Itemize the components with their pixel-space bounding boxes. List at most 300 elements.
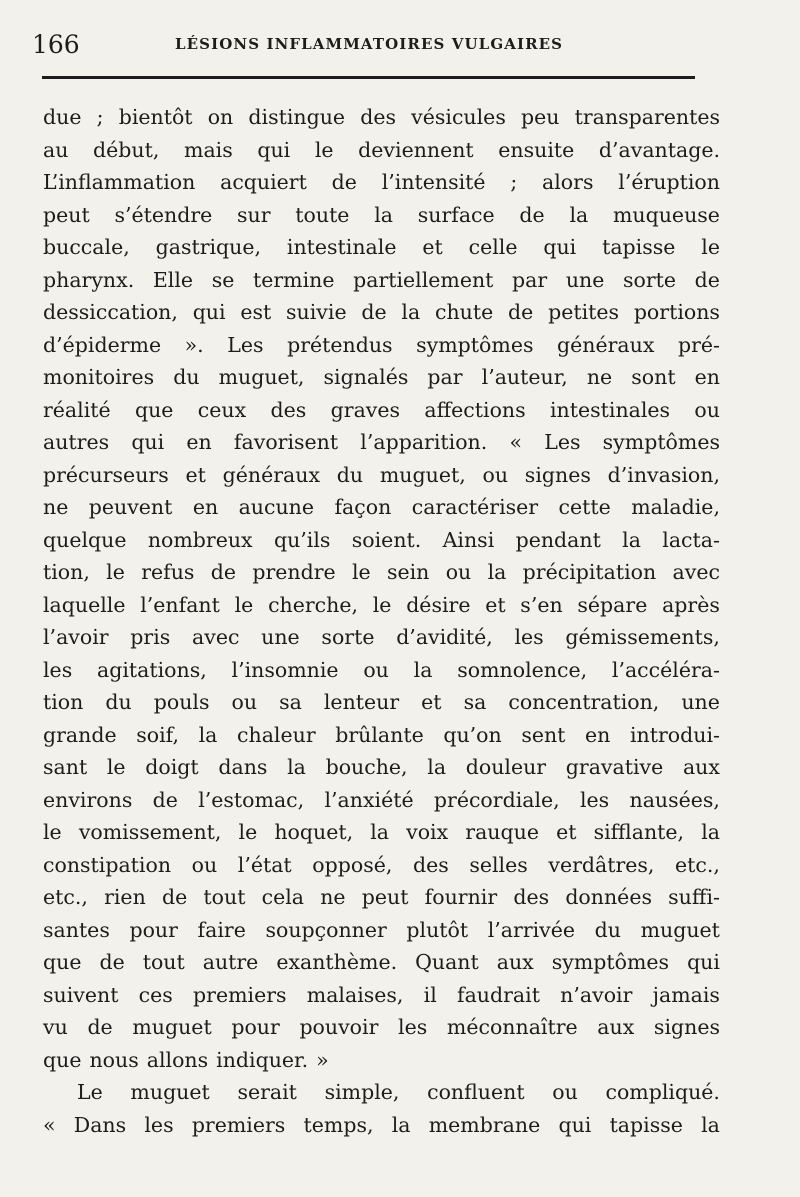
word: le [701,235,720,259]
text-line [43,101,720,134]
word: « [509,430,523,454]
word: douleur [465,755,547,779]
text-line [43,1076,720,1109]
text-line [43,556,720,589]
word: sont [631,365,676,389]
word: l’éruption [618,170,720,194]
word: Dans [73,1112,127,1137]
word: l’auteur, [481,365,568,389]
word: bouche, [325,755,408,779]
word: simple, [324,1080,400,1104]
word: soient. [351,527,422,552]
word: des [270,397,307,422]
word: » [316,1047,329,1072]
word: ou [191,852,218,877]
word: la [413,657,433,682]
text-line [43,296,720,329]
word: nombreux [147,527,253,552]
header-rule [42,76,695,79]
word: après [662,592,720,617]
word: ceux [197,397,247,422]
word: pharynx. [43,267,135,292]
text-line [43,199,720,232]
word: pouvoir [299,1015,379,1039]
word: de [361,300,387,324]
text-line [43,979,720,1012]
word: concentration, [508,690,660,714]
word: le [43,820,62,844]
word: vu [43,1015,68,1039]
word: précordiale, [433,787,560,812]
word: « [43,1112,56,1137]
word: la [374,202,393,227]
word: sifflante, [593,820,685,844]
word: début, [93,137,160,162]
word: suivent [43,982,119,1007]
word: et [556,820,577,844]
word: l’avoir [43,625,109,649]
word: fournir [424,885,498,909]
word: soupçonner [265,917,387,942]
text-line [43,1109,720,1142]
word: selles [469,852,528,877]
word: la [287,755,306,779]
word: agitations, [97,657,207,682]
word: peut [43,202,90,227]
text-line [43,231,720,264]
word: pouls [153,690,210,714]
text-line [43,751,720,784]
word: tapisse [602,235,676,259]
word: ». [184,332,204,357]
word: des [412,852,449,877]
word: en [694,365,720,389]
word: muguet [640,917,720,942]
word: et [421,690,442,714]
word: qui [543,235,577,259]
word: plutôt [406,917,469,942]
word: des [360,105,396,129]
word: les [144,1112,174,1137]
word: de [152,787,178,812]
word: tion [43,690,84,714]
page-number: 166 [32,30,80,59]
word: laquelle [43,592,126,617]
word: peut [361,885,409,909]
word: que [134,397,174,422]
word: dans [218,755,268,779]
word: cela [261,885,305,909]
word: suivie [286,300,347,324]
word: de [99,950,125,974]
word: sant [43,755,88,779]
word: de [87,1015,113,1039]
word: de [210,560,237,584]
word: précurseurs [43,462,169,487]
word: muguet, [218,365,305,389]
word: du [594,917,621,942]
word: est [240,300,272,324]
word: et [485,592,506,617]
word: en [585,722,611,747]
text-line [43,914,720,947]
word: alors [542,170,594,194]
word: allons [146,1047,209,1072]
word: Quant [415,950,479,974]
word: environs [43,787,133,812]
word: et [422,235,443,259]
word: la [427,755,447,779]
word: les [43,657,73,682]
word: par [512,267,548,292]
word: intestinale [286,235,397,259]
word: le [314,137,334,162]
word: désire [406,592,471,617]
word: ces [138,982,173,1007]
word: que [43,950,82,974]
word: l’intensité [381,170,486,194]
word: opposé, [312,852,393,877]
text-line [43,719,720,752]
word: pris [130,625,171,649]
word: ; [96,105,104,129]
word: peuvent [88,495,173,519]
text-line [43,394,720,427]
word: qui [558,1112,592,1137]
word: ou [445,560,472,584]
word: l’insomnie [231,657,339,682]
word: d’invasion, [607,462,720,487]
word: autre [202,950,259,974]
word: le [234,592,254,617]
word: pour [129,917,178,942]
word: brûlante [335,722,424,747]
word: ou [231,690,258,714]
word: chute [434,300,494,324]
word: les [398,1015,428,1039]
word: symptômes [602,430,720,454]
word: L’inflammation [43,170,196,194]
text-line [43,849,720,882]
word: exanthème. [276,950,398,974]
word: mais [184,137,233,162]
word: et [185,462,206,487]
word: introdui- [629,722,720,747]
word: Ainsi [442,527,495,552]
word: aux [597,1015,635,1039]
word: doigt [145,755,199,779]
word: d’avantage. [598,137,720,162]
word: Les [544,430,581,454]
word: maladie, [631,495,720,519]
word: sa [463,690,487,714]
word: s’en [520,592,563,617]
word: suffi- [668,885,720,909]
word: la [569,202,589,227]
word: l’état [237,852,292,877]
word: muguet, [379,462,466,487]
word: transparentes [574,105,720,129]
word: réalité [43,397,111,422]
text-line [43,1011,720,1044]
running-title: LÉSIONS INFLAMMATOIRES VULGAIRES [175,35,564,53]
word: tout [203,885,246,909]
word: Les [227,332,264,357]
word: celle [468,235,518,259]
word: de [694,267,720,292]
word: pour [231,1015,280,1039]
word: temps, [303,1112,374,1137]
word: de [508,300,534,324]
word: indiquer. [216,1047,309,1072]
word: du [173,365,200,389]
word: sorte [623,267,677,292]
word: sa [279,690,302,714]
word: qu’ils [273,527,331,552]
word: précipitation [522,560,657,584]
word: santes [43,917,110,942]
word: cette [558,495,611,519]
word: par [427,365,463,389]
word: généraux [222,462,320,487]
word: les [579,787,610,812]
word: du [336,462,364,487]
word: ne [586,365,613,389]
word: façon [334,495,392,519]
word: qui [687,950,720,974]
word: vomissement, [78,820,222,844]
word: on [207,105,234,129]
word: de [519,202,545,227]
word: la [622,527,641,552]
word: serait [237,1080,297,1104]
word: ou [694,397,720,422]
word: n’avoir [560,982,633,1007]
word: deviennent [358,137,474,162]
word: partiellement [353,267,494,292]
text-line [43,524,720,557]
word: graves [330,397,401,422]
word: distingue [248,105,346,129]
text-line [43,654,720,687]
text-line [43,946,720,979]
word: qui [257,137,291,162]
word: tapisse [609,1112,683,1137]
word: se [211,267,235,292]
word: les [514,625,544,649]
word: la [198,722,218,747]
word: ensuite [498,137,575,162]
word: termine [252,267,335,292]
text-line [43,459,720,492]
body-text [43,101,720,1141]
word: toute [295,202,350,227]
word: sépare [577,592,648,617]
word: aux [682,755,720,779]
word: qui [192,300,226,324]
word: grande [43,722,117,747]
word: autres [43,430,110,454]
word: premiers [191,1112,286,1137]
word: intestinales [550,397,671,422]
word: d’avidité, [396,625,493,649]
word: pendant [515,527,601,552]
word: signalés [323,365,409,389]
word: peu [521,105,560,129]
word: ou [363,657,389,682]
word: lenteur [323,690,400,714]
word: caractériser [411,495,539,519]
word: symptômes [416,332,534,357]
word: etc., [43,885,88,909]
word: gémissements, [565,625,720,649]
word: muguet [132,1015,212,1039]
word: tout [142,950,185,974]
word: membrane [428,1112,541,1137]
word: la [487,560,507,584]
word: la [370,820,390,844]
word: gravative [565,755,664,779]
text-line [43,134,720,167]
word: somnolence, [457,657,588,682]
word: symptômes [551,950,670,974]
word: la [701,1112,720,1137]
word: muqueuse [612,202,720,227]
word: gastrique, [155,235,262,259]
word: lacta- [662,527,720,552]
word: buccale, [43,235,130,259]
word: l’anxiété [324,787,414,812]
word: refus [141,560,195,584]
word: pré- [677,332,720,357]
word: de [161,885,188,909]
word: nausées, [629,787,720,812]
word: le [238,820,258,844]
word: Le [77,1080,103,1104]
word: rauque [465,820,539,844]
word: faudrait [457,982,540,1007]
word: l’enfant [140,592,220,617]
word: une [565,267,605,292]
word: données [565,885,652,909]
word: due [43,105,82,129]
text-line [43,166,720,199]
word: cherche, [268,592,359,617]
word: la [391,1112,411,1137]
word: le [106,755,126,779]
word: méconnaître [446,1015,578,1039]
word: ne [320,885,346,909]
word: acquiert [220,170,307,194]
word: voix [406,820,449,844]
word: de [331,170,357,194]
word: aucune [238,495,315,519]
word: Elle [152,267,194,292]
word: signes [653,1015,720,1039]
word: rien [104,885,146,909]
word: compliqué. [605,1080,720,1104]
word: hoquet, [274,820,354,844]
word: aux [496,950,534,974]
word: muguet [130,1080,210,1104]
word: le [106,560,125,584]
word: portions [633,300,720,324]
word: ou [482,462,509,487]
text-line [43,686,720,719]
word: sorte [321,625,375,649]
word: généraux [557,332,655,357]
word: prendre [252,560,336,584]
text-line [43,491,720,524]
word: affections [424,397,526,422]
word: du [105,690,132,714]
word: que [43,1047,82,1072]
word: au [43,137,69,162]
word: l’accéléra- [611,657,720,682]
word: l’apparition. [360,430,488,454]
word: s’étendre [114,202,213,227]
word: jamais [652,982,720,1007]
word: le [351,560,371,584]
word: le [372,592,392,617]
text-line [43,329,720,362]
text-line [43,264,720,297]
text-line [43,621,720,654]
word: qu’on [443,722,502,747]
word: faire [197,917,246,942]
word: ou [552,1080,578,1104]
word: premiers [193,982,287,1007]
word: confluent [427,1080,525,1104]
word: une [261,625,300,649]
word: en [186,430,212,454]
word: la [701,820,720,844]
word: malaises, [306,982,404,1007]
word: dessiccation, [43,300,178,324]
word: chaleur [237,722,316,747]
word: avec [672,560,720,584]
word: une [681,690,720,714]
text-line [43,784,720,817]
word: soif, [136,722,180,747]
word: en [192,495,219,519]
word: constipation [43,852,172,877]
word: verdâtres, [548,852,655,877]
word: monitoires [43,365,155,389]
text-line [43,1044,720,1077]
word: avec [192,625,240,649]
word: favorisent [233,430,339,454]
word: il [423,982,437,1007]
word: nous [89,1047,139,1072]
word: tion, [43,560,90,584]
word: vésicules [411,105,506,129]
word: ne [43,495,69,519]
word: prétendus [287,332,393,357]
word: bientôt [118,105,193,129]
word: surface [417,202,495,227]
word: l’estomac, [198,787,305,812]
word: qui [131,430,165,454]
word: sur [237,202,271,227]
text-line [43,589,720,622]
word: des [513,885,550,909]
word: sent [521,722,566,747]
word: la [401,300,421,324]
word: sein [386,560,430,584]
text-line [43,816,720,849]
word: signes [524,462,591,487]
